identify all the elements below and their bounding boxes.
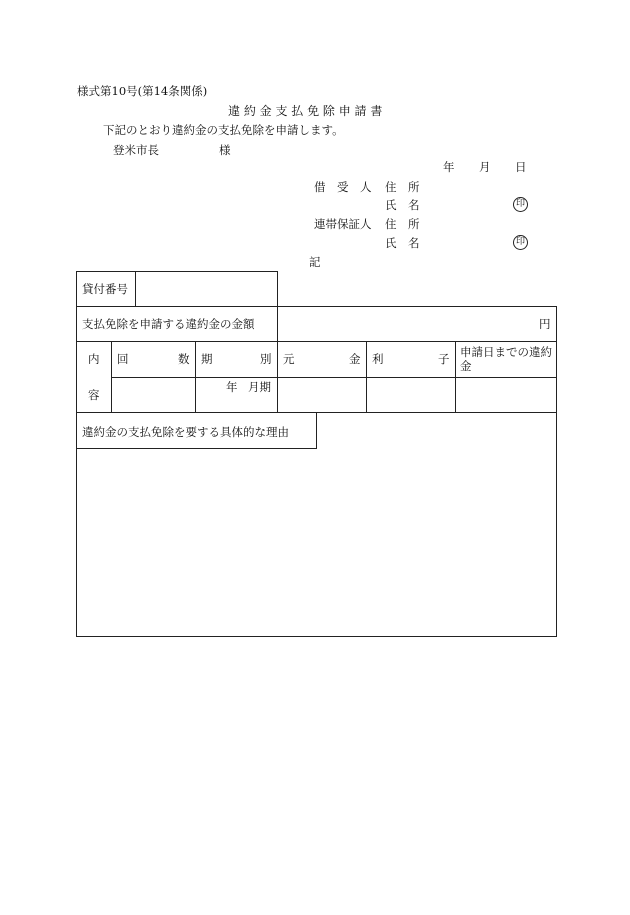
content-label-bottom: 容 — [88, 388, 100, 402]
addressee-honorific: 様 — [219, 143, 231, 157]
col-interest-b: 子 — [438, 352, 450, 366]
borrower-name-label: 氏 名 — [385, 198, 420, 212]
guarantor-name-label: 氏 名 — [385, 236, 420, 250]
col-period-b: 別 — [260, 352, 272, 366]
guarantor-seal-mark: 印 — [513, 235, 528, 250]
guarantor-role: 連帯保証人 — [314, 217, 372, 231]
col-principal-b: 金 — [349, 352, 361, 366]
col-times-b: 数 — [178, 352, 190, 366]
amount-unit: 円 — [539, 317, 551, 331]
reason-label: 違約金の支払免除を要する具体的な理由 — [82, 425, 289, 439]
date-day: 日 — [515, 160, 527, 174]
addressee-city: 登米市長 — [113, 143, 159, 157]
borrower-seal-mark: 印 — [513, 197, 528, 212]
col-interest-a: 利 — [372, 352, 384, 366]
loan-number-label: 貸付番号 — [82, 282, 128, 296]
amount-label: 支払免除を申請する違約金の金額 — [82, 317, 255, 331]
form-number: 様式第10号(第14条関係) — [77, 84, 208, 98]
guarantor-address-label: 住 所 — [385, 217, 420, 231]
date-year: 年 — [443, 160, 455, 174]
intro-text: 下記のとおり違約金の支払免除を申請します。 — [103, 123, 344, 137]
content-label-top: 内 — [88, 352, 100, 366]
borrower-address-label: 住 所 — [385, 180, 420, 194]
col-times-a: 回 — [117, 352, 129, 366]
loan-number-field[interactable] — [140, 282, 274, 296]
reason-field[interactable] — [80, 452, 552, 632]
borrower-role: 借 受 人 — [314, 180, 372, 194]
col-principal-a: 元 — [283, 352, 295, 366]
document-title: 違 約 金 支 払 免 除 申 請 書 — [228, 104, 383, 118]
col-penalty-label: 申請日までの違約金 — [460, 345, 552, 373]
period-month-label: 月期 — [248, 380, 271, 394]
col-period-a: 期 — [201, 352, 213, 366]
period-year-label: 年 — [226, 380, 238, 394]
record-label: 記 — [309, 255, 321, 269]
date-month: 月 — [479, 160, 491, 174]
